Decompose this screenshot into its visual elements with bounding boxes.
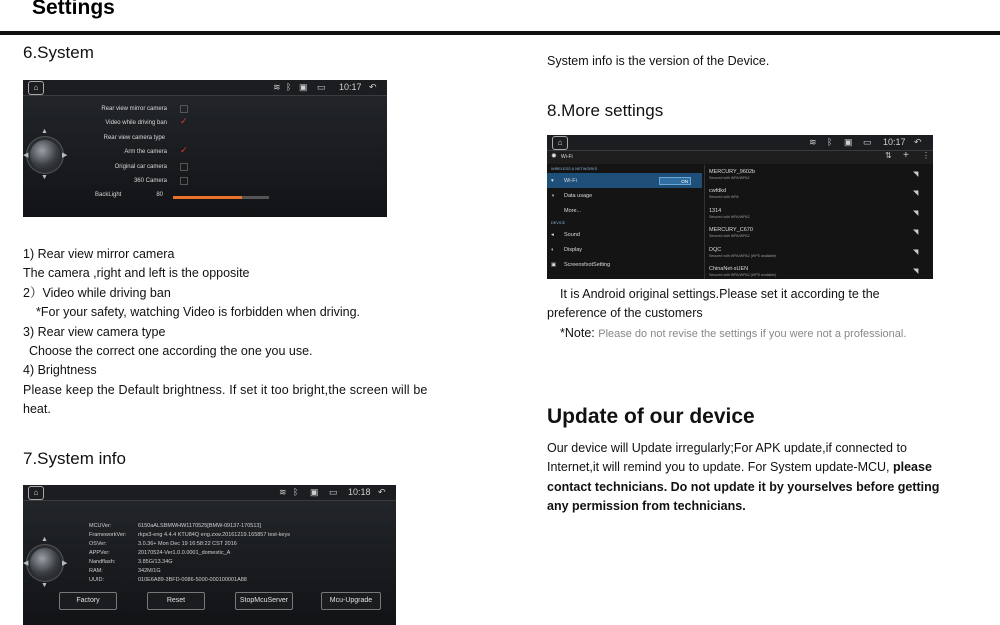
wifi-icon: ≋	[809, 137, 817, 147]
info-value: 3.0.36+ Mon Dec 19 16:58:22 CST 2016	[138, 541, 237, 547]
info-key: OSVer:	[89, 541, 107, 547]
checkbox-360-camera[interactable]	[180, 177, 188, 185]
system-description	[23, 245, 453, 420]
text-line: 4) Brightness	[23, 363, 97, 378]
wifi-toggle[interactable]: ON	[659, 177, 691, 185]
network-security: Secured with WPA/WPA2 (WPS available)	[709, 254, 777, 258]
wps-icon[interactable]: ⇅	[885, 151, 892, 160]
settings-gear-icon: ✹	[551, 153, 557, 160]
text-line	[547, 458, 987, 477]
info-key: UUID:	[89, 577, 104, 583]
network-name[interactable]: ChinaNet-sUEN	[709, 266, 749, 272]
checkbox-original-camera[interactable]	[180, 163, 188, 171]
note-text: Please do not revise the settings if you were not a professional.	[598, 327, 907, 340]
section-title-more-settings: 8.More settings	[547, 101, 664, 120]
left-item-sound[interactable]: Sound	[564, 232, 580, 238]
text-line: heat.	[23, 402, 51, 417]
arrow-left-icon: ◀	[23, 152, 29, 159]
wifi-signal-icon: ◥	[913, 268, 919, 275]
info-value: rkpx3-eng 4.4.4 KTU84Q eng.zxw.20161219.165857 test-keys	[138, 532, 290, 538]
setting-rear-mirror-camera[interactable]: Rear view mirror camera	[101, 106, 167, 112]
sound-icon: ◂	[551, 232, 554, 238]
header-rule	[0, 31, 1000, 35]
arrow-right-icon: ▶	[62, 152, 68, 159]
left-item-screenshot-setting[interactable]: ScreensfxotSetting	[564, 262, 611, 268]
text-line: preference of the customers	[547, 306, 703, 321]
network-security: Secured with WPA	[709, 195, 739, 199]
wifi-icon: ≋	[279, 487, 287, 497]
setting-video-driving-ban[interactable]: Video while driving ban	[105, 120, 167, 126]
section-title-system: 6.System	[23, 43, 94, 62]
info-key: FrameworkVer:	[89, 532, 127, 538]
text-line: The camera ,right and left is the opposite	[23, 266, 250, 281]
screen-icon: ▭	[863, 137, 872, 147]
back-icon: ↶	[378, 487, 386, 497]
wifi-signal-icon: ◥	[913, 210, 919, 217]
network-security: Secured with WPA/WPA2 (WPS available)	[709, 273, 777, 277]
network-name[interactable]: MERCURY_9602b	[709, 169, 756, 175]
bluetooth-icon: ᛒ	[293, 487, 299, 497]
home-icon: ⌂	[552, 136, 568, 150]
add-icon[interactable]: +	[903, 150, 909, 161]
backlight-label: BackLight	[95, 192, 122, 198]
setting-rear-camera-type[interactable]: Rear view camera type	[103, 135, 165, 141]
back-icon: ↶	[914, 137, 922, 147]
screenshot-icon: ▣	[551, 262, 557, 268]
left-item-display[interactable]: Display	[564, 247, 583, 253]
backlight-value: 80	[156, 192, 163, 198]
text-line: It is Android original settings.Please set it according te the	[560, 287, 880, 301]
clock-time: 10:18	[348, 487, 371, 497]
arrow-right-icon: ▶	[62, 560, 68, 567]
info-value: 20170524-Ver1.0.0.0001_domestic_A	[138, 550, 231, 556]
clock-time: 10:17	[883, 137, 906, 147]
left-item-wifi[interactable]: Wi-Fi	[564, 178, 577, 184]
text-line-bold: any permission from technicians.	[547, 499, 746, 514]
text-span: Internet,it will remind you to update. For System update-MCU,	[547, 460, 890, 475]
arrow-down-icon: ▼	[41, 174, 48, 181]
checkmark-icon[interactable]: ✓	[180, 145, 188, 155]
info-value: 6150aALSBMWHW1170525[BMW-09137-170513]	[138, 523, 262, 529]
setting-arm-camera[interactable]: Arm the camera	[124, 149, 167, 155]
text-line: Choose the correct one according the one you use.	[29, 344, 313, 359]
update-description	[547, 439, 987, 517]
text-line: Please keep the Default brightness. If set it too bright,the screen will be	[23, 382, 428, 397]
data-usage-icon: ◑	[551, 193, 555, 199]
stop-mcu-server-button[interactable]: StopMcuServer	[235, 592, 293, 610]
info-value: 010E6A89-3BFD-0086-5000-000100001A88	[138, 577, 247, 583]
bluetooth-icon: ᛒ	[286, 82, 292, 92]
text-line: Our device will Update irregularly;For APK update,if connected to	[547, 441, 907, 455]
checkbox-rear-mirror[interactable]	[180, 105, 188, 113]
screen-icon: ▭	[317, 82, 326, 92]
setting-original-car-camera[interactable]: Original car camera	[114, 164, 167, 170]
overflow-menu-icon[interactable]: ⋮	[922, 151, 930, 160]
system-settings-screenshot	[23, 80, 387, 217]
info-key: RAM:	[89, 568, 103, 574]
network-name[interactable]: DQC	[709, 247, 722, 253]
rotary-knob-icon	[30, 140, 60, 170]
media-icon: ▣	[299, 82, 308, 92]
pane-divider	[704, 165, 705, 279]
media-icon: ▣	[844, 137, 853, 147]
home-icon: ⌂	[28, 486, 44, 500]
text-span-bold: please	[893, 460, 932, 475]
left-item-data-usage[interactable]: Data usage	[564, 193, 593, 199]
arrow-up-icon: ▲	[41, 128, 48, 135]
status-bar	[23, 80, 387, 96]
checkmark-icon[interactable]: ✓	[180, 116, 188, 126]
network-name[interactable]: cwfdkd	[709, 188, 727, 194]
arrow-up-icon: ▲	[41, 536, 48, 543]
device-section-header: DEVICE	[551, 221, 566, 225]
display-icon: ◐	[551, 247, 555, 253]
status-bar	[547, 135, 933, 151]
factory-button[interactable]: Factory	[59, 592, 117, 610]
back-icon: ↶	[369, 82, 377, 92]
wifi-signal-icon: ◥	[913, 249, 919, 256]
text-line-bold: contact technicians. Do not update it by yourselves before getting	[547, 479, 940, 494]
home-icon: ⌂	[28, 81, 44, 95]
text-line: 1) Rear view mirror camera	[23, 247, 175, 261]
note-line	[547, 324, 987, 344]
info-value: 3.85G/13.34G	[138, 559, 173, 565]
wifi-icon: ≋	[273, 82, 281, 92]
info-key: APPVer:	[89, 550, 110, 556]
action-bar	[547, 151, 933, 164]
network-name[interactable]: 1314	[709, 208, 722, 214]
info-key: Nandflash:	[89, 559, 116, 565]
wifi-signal-icon: ◥	[913, 229, 919, 236]
info-key: MCUVer:	[89, 523, 112, 529]
mcu-upgrade-button[interactable]: Mcu-Upgrade	[321, 592, 381, 610]
section-title-system-info: 7.System info	[23, 449, 126, 468]
arrow-left-icon: ◀	[23, 560, 29, 567]
wifi-icon: ▾	[551, 178, 554, 184]
network-security: Secured with WPA/WPA2	[709, 234, 750, 238]
setting-360-camera[interactable]: 360 Camera	[133, 178, 167, 184]
network-security: Secured with WPA/WPA2	[709, 215, 750, 219]
system-info-description: System info is the version of the Device.	[547, 54, 770, 68]
wireless-section-header: WIRELESS & NETWORKS	[551, 167, 598, 171]
bluetooth-icon: ᛒ	[827, 137, 833, 147]
more-settings-screenshot	[547, 135, 933, 279]
wifi-signal-icon: ◥	[913, 171, 919, 178]
wifi-signal-icon: ◥	[913, 190, 919, 197]
left-item-more[interactable]: More...	[564, 208, 582, 214]
rotary-knob-icon	[30, 548, 60, 578]
backlight-slider-track[interactable]	[173, 196, 269, 199]
arrow-down-icon: ▼	[41, 582, 48, 589]
text-line: 3) Rear view camera type	[23, 324, 166, 339]
info-value: 342M/1G	[138, 568, 161, 574]
text-line: *For your safety, watching Video is forbidden when driving.	[36, 305, 361, 320]
network-name[interactable]: MERCURY_C670	[709, 227, 753, 233]
note-label: *Note:	[560, 325, 595, 340]
network-security: Secured with WPA/WPA2	[709, 176, 750, 180]
clock-time: 10:17	[339, 82, 362, 92]
media-icon: ▣	[310, 487, 319, 497]
screen-icon: ▭	[329, 487, 338, 497]
system-info-screenshot	[23, 485, 396, 625]
backlight-slider-fill	[173, 196, 242, 199]
reset-button[interactable]: Reset	[147, 592, 205, 610]
status-bar	[23, 485, 396, 501]
action-bar-title: Wi-Fi	[561, 154, 573, 160]
update-title: Update of our device	[547, 405, 755, 428]
page-title: Settings	[32, 0, 115, 19]
text-line: 2）Video while driving ban	[23, 285, 171, 300]
more-settings-description	[547, 285, 987, 344]
